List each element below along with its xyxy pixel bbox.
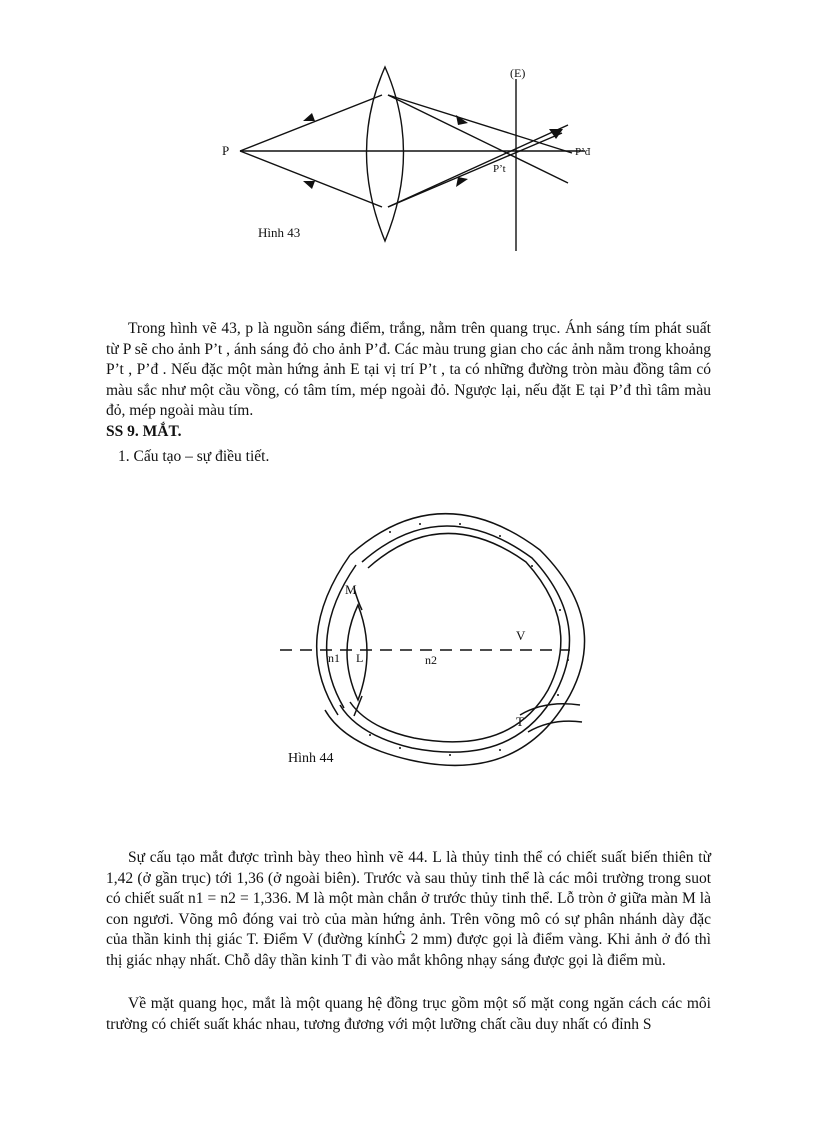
fig44-label-n1: n1 bbox=[328, 651, 340, 665]
fig43-label-E: (E) bbox=[510, 66, 526, 80]
fig44-label-n2: n2 bbox=[425, 653, 437, 667]
outer-sclera bbox=[325, 514, 585, 766]
fig44-label-V: V bbox=[516, 628, 526, 643]
fig44-caption: Hình 44 bbox=[288, 751, 334, 766]
fig44-label-M: M bbox=[345, 582, 357, 597]
optic-nerve bbox=[520, 704, 580, 715]
section-heading: SS 9. MẮT. bbox=[106, 423, 182, 440]
fig43-label-Pd: P’đ bbox=[575, 146, 591, 158]
paragraph-dispersion: Trong hình vẽ 43, p là nguồn sáng điểm, trắng, nằm trên quang trục. Ánh sáng tím phát suất từ P sẽ cho ảnh P’t , ánh sáng đỏ cho ảnh P’đ. Các màu trung gian cho các ảnh nằm trong khoảng P’t , P’đ . Nếu đặc một màn hứng ảnh E tại vị trí P’t , ta có những đường tròn màu đồng tâm có màu sắc như một cầu vồng, có tâm tím, mép ngoài đỏ. Ngược lại, nếu đặt E tại P’đ thì tâm màu đỏ, mép ngoài màu tím. bbox=[106, 320, 711, 419]
fig43-caption: Hình 43 bbox=[258, 225, 301, 240]
fig43-label-Pt: P’t bbox=[493, 163, 506, 175]
paragraph-eye-structure: Sự cấu tạo mắt được trình bày theo hình vẽ 44. L là thủy tinh thể có chiết suất biến thiên từ 1,42 (ở gần trục) tới 1,36 (ở ngoài biên). Trước và sau thủy tinh thể là các môi trường trong suot có chiết suất n1 = n2 = 1,336. M là một màn chắn ở trước thủy tinh thể. Lỗ tròn ở giữa màn M là con ngươi. Võng mô đóng vai trò của màn hứng ảnh. Trên võng mô có sự phân nhánh dày đặc của thần kinh thị giác T. Điểm V (đường kínhĠ 2 mm) được gọi là điểm vàng. Khi ảnh ở đó thì thị giác nhạy nhất. Chỗ dây thần kinh T đi vào mắt không nhạy sáng được gọi là điểm mù. bbox=[106, 849, 711, 969]
fig44-label-T: T bbox=[516, 714, 524, 729]
fig43-label-P: P bbox=[222, 143, 230, 158]
fig44-label-L: L bbox=[356, 651, 364, 665]
figure-44 bbox=[270, 510, 590, 780]
figure-43 bbox=[200, 55, 620, 255]
cornea bbox=[317, 555, 350, 715]
subheading: 1. Cấu tạo – sự điều tiết. bbox=[118, 448, 270, 465]
paragraph-optics: Về mặt quang học, mắt là một quang hệ đồng trục gồm một số mặt cong ngăn cách các môi trường có chiết suất khác nhau, tương đương với một lưỡng chất cầu duy nhất có đỉnh S bbox=[106, 995, 711, 1033]
converging-lens bbox=[367, 67, 404, 241]
